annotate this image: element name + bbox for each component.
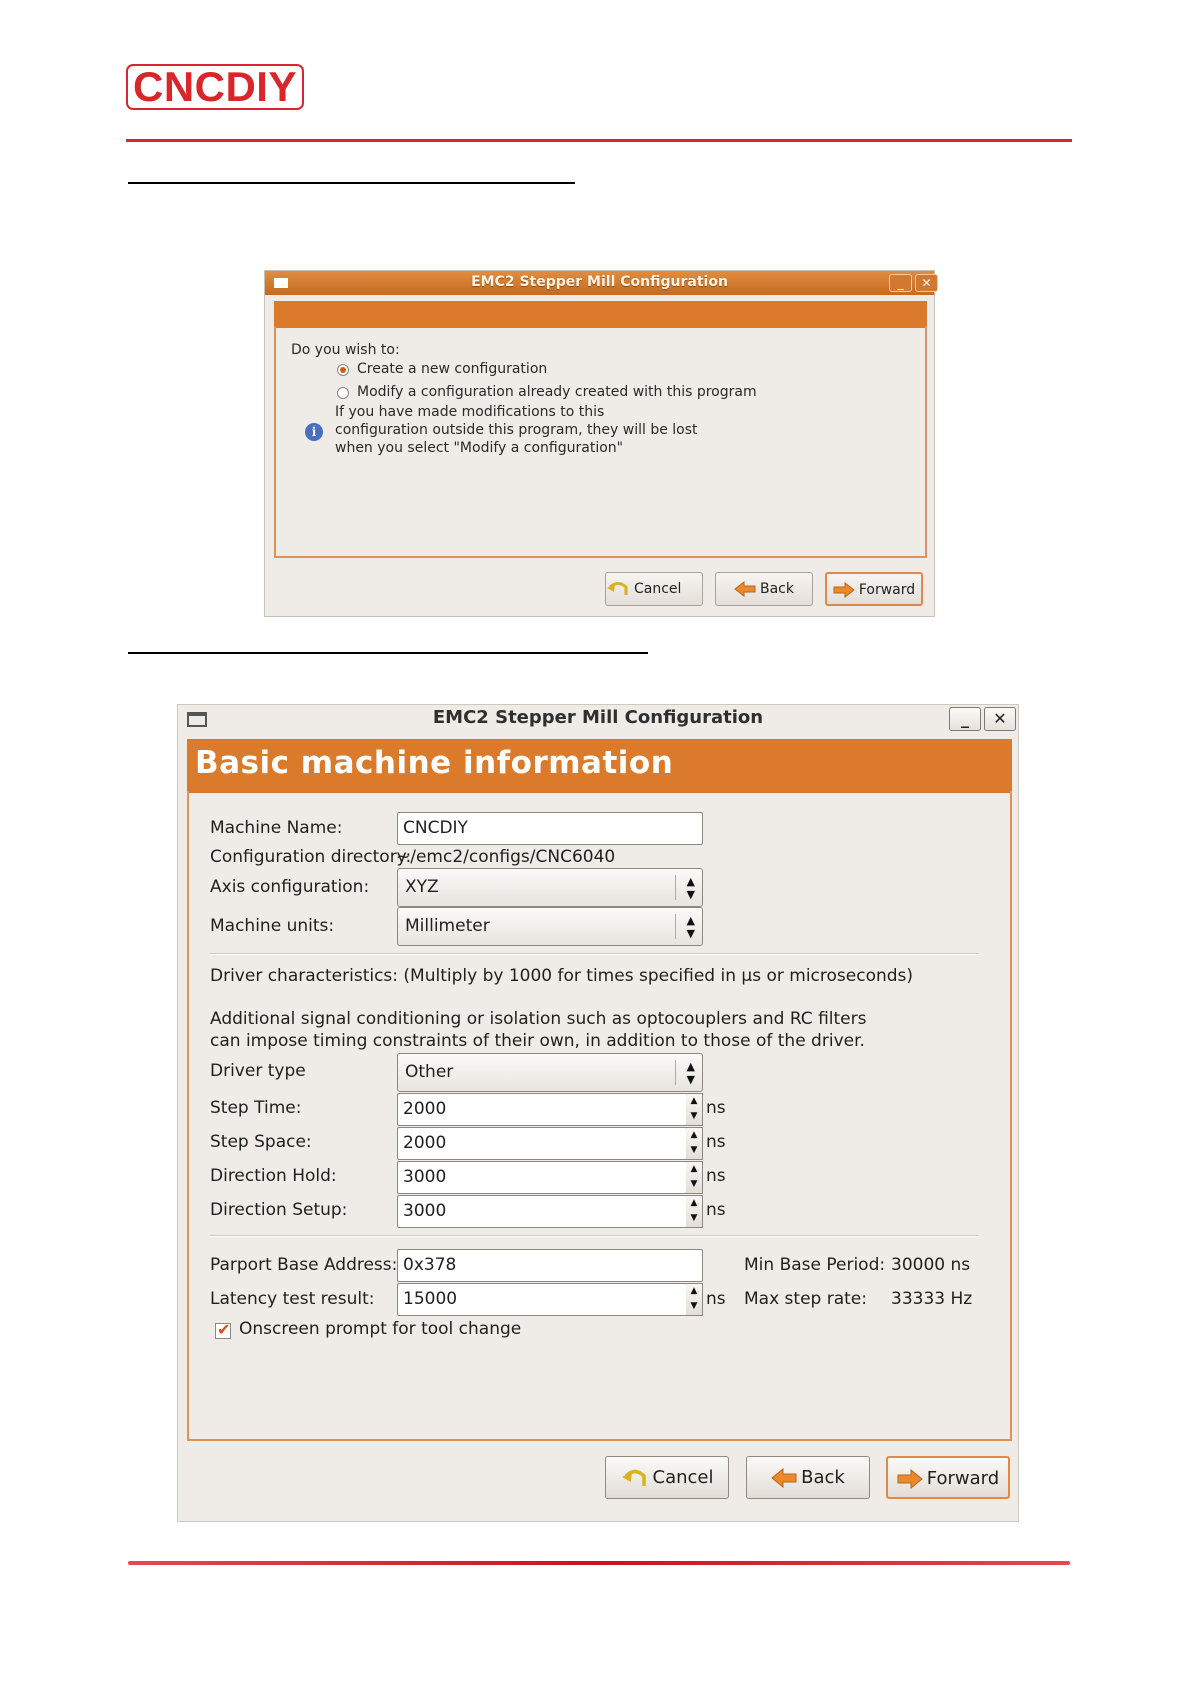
basic-info-content — [187, 791, 1012, 1441]
forward-button-label: Forward — [858, 582, 916, 598]
combo-arrows-icon: ▲ ▼ — [686, 914, 695, 940]
cancel-button[interactable] — [605, 572, 703, 606]
radio-create-new[interactable] — [337, 364, 349, 376]
machine-name-input[interactable]: CNCDIY — [397, 812, 703, 845]
machine-name-label: Machine Name: — [210, 818, 343, 838]
axis-config-value: XYZ — [405, 877, 439, 897]
header-red-rule — [126, 139, 1072, 142]
signal-note-line-2: can impose timing constraints of their own, in addition to those of the driver. — [210, 1031, 865, 1051]
basic-info-title: EMC2 Stepper Mill Configuration — [432, 707, 764, 728]
machine-units-select[interactable] — [397, 907, 703, 946]
back-arrow-icon — [734, 581, 756, 597]
direction-setup-unit: ns — [706, 1200, 726, 1220]
back-arrow-icon — [771, 1468, 797, 1488]
step-space-unit: ns — [706, 1132, 726, 1152]
step-time-unit: ns — [706, 1098, 726, 1118]
min-base-period-value: 30000 ns — [891, 1255, 971, 1275]
option-create-new[interactable] — [337, 361, 837, 381]
forward-button[interactable] — [886, 1456, 1010, 1499]
config-directory-label: Configuration directory: — [210, 847, 412, 867]
machine-units-label: Machine units: — [210, 916, 335, 936]
cncdiy-logo: CNCDIY — [126, 64, 304, 110]
max-step-rate-value: 33333 Hz — [891, 1289, 973, 1309]
direction-hold-spinner[interactable]: ▲ ▼ — [686, 1161, 703, 1194]
undo-arrow-icon — [606, 579, 630, 599]
close-button[interactable]: ✕ — [915, 274, 938, 292]
separator-1 — [209, 953, 979, 955]
driver-type-label: Driver type — [210, 1061, 306, 1081]
info-line-1: If you have made modifications to this — [335, 404, 605, 420]
combo-arrows-icon: ▲ ▼ — [686, 875, 695, 901]
direction-hold-label: Direction Hold: — [210, 1166, 337, 1186]
step-space-input[interactable]: 2000 — [397, 1127, 687, 1160]
direction-setup-label: Direction Setup: — [210, 1200, 348, 1220]
basic-info-titlebar[interactable] — [178, 705, 1018, 737]
combo-separator — [675, 875, 676, 900]
info-line-3: when you select "Modify a configuration" — [335, 440, 624, 456]
page-heading: Basic machine information — [195, 745, 674, 781]
direction-hold-unit: ns — [706, 1166, 726, 1186]
footer-red-rule — [128, 1561, 1070, 1565]
cancel-button-label: Cancel — [634, 581, 682, 597]
forward-arrow-icon — [897, 1469, 923, 1489]
step-space-label: Step Space: — [210, 1132, 312, 1152]
cancel-button[interactable] — [605, 1456, 729, 1499]
config-directory-value: ~/emc2/configs/CNC6040 — [396, 847, 616, 867]
direction-hold-input[interactable]: 3000 — [397, 1161, 687, 1194]
section-underline-1 — [128, 182, 575, 184]
back-button[interactable] — [715, 572, 813, 606]
cancel-button-label: Cancel — [652, 1467, 714, 1488]
forward-arrow-icon — [833, 582, 855, 598]
back-button[interactable] — [746, 1456, 870, 1499]
basic-info-dialog-window — [177, 704, 1019, 1522]
direction-setup-spinner[interactable]: ▲ ▼ — [686, 1195, 703, 1228]
step-space-spinner[interactable]: ▲ ▼ — [686, 1127, 703, 1160]
forward-button-label: Forward — [926, 1468, 1000, 1489]
driver-type-value: Other — [405, 1062, 454, 1082]
combo-separator — [675, 914, 676, 939]
machine-units-value: Millimeter — [405, 916, 490, 936]
signal-note-line-1: Additional signal conditioning or isolation such as optocouplers and RC filters — [210, 1009, 867, 1029]
basic-info-header-band — [187, 739, 1012, 793]
start-dialog-title: EMC2 Stepper Mill Configuration — [471, 274, 728, 290]
undo-arrow-icon — [621, 1466, 649, 1490]
latency-unit: ns — [706, 1289, 726, 1309]
step-time-label: Step Time: — [210, 1098, 302, 1118]
back-button-label: Back — [760, 581, 794, 597]
latency-label: Latency test result: — [210, 1289, 375, 1309]
back-button-label: Back — [801, 1467, 845, 1488]
option-modify-existing[interactable] — [337, 384, 837, 404]
axis-config-label: Axis configuration: — [210, 877, 370, 897]
start-dialog-titlebar[interactable] — [265, 271, 934, 295]
combo-arrows-icon: ▲ ▼ — [686, 1060, 695, 1086]
start-dialog-window — [264, 270, 935, 617]
latency-input[interactable]: 15000 — [397, 1283, 687, 1316]
minimize-button[interactable]: _ — [949, 707, 981, 731]
driver-characteristics-note: Driver characteristics: (Multiply by 1000 for times specified in µs or microseconds) — [210, 966, 914, 986]
info-line-2: configuration outside this program, they will be lost — [335, 422, 698, 438]
separator-2 — [209, 1235, 979, 1237]
info-icon: i — [305, 423, 323, 441]
tool-change-checkbox[interactable] — [215, 1320, 231, 1339]
start-dialog-header-band — [274, 301, 927, 328]
option-modify-existing-label: Modify a configuration already created with this program — [357, 384, 757, 400]
max-step-rate-label: Max step rate: — [744, 1289, 867, 1309]
min-base-period-label: Min Base Period: — [744, 1255, 886, 1275]
radio-modify-existing[interactable] — [337, 387, 349, 399]
tool-change-label: Onscreen prompt for tool change — [239, 1319, 522, 1339]
combo-separator — [675, 1060, 676, 1085]
tool-change-toggle[interactable] — [215, 1319, 555, 1341]
section-underline-2 — [128, 652, 648, 654]
latency-spinner[interactable]: ▲ ▼ — [686, 1283, 703, 1316]
forward-button[interactable] — [825, 572, 923, 606]
direction-setup-input[interactable]: 3000 — [397, 1195, 687, 1228]
close-button[interactable]: ✕ — [984, 707, 1016, 731]
step-time-spinner[interactable]: ▲ ▼ — [686, 1093, 703, 1126]
checkmark-icon: ✔ — [217, 1320, 231, 1339]
prompt-label: Do you wish to: — [291, 342, 400, 358]
option-create-new-label: Create a new configuration — [357, 361, 548, 377]
step-time-input[interactable]: 2000 — [397, 1093, 687, 1126]
driver-type-select[interactable] — [397, 1053, 703, 1092]
minimize-button[interactable]: _ — [889, 274, 912, 292]
axis-config-select[interactable] — [397, 868, 703, 907]
parport-label: Parport Base Address: — [210, 1255, 398, 1275]
start-dialog-content — [274, 326, 927, 558]
parport-input[interactable]: 0x378 — [397, 1249, 703, 1282]
